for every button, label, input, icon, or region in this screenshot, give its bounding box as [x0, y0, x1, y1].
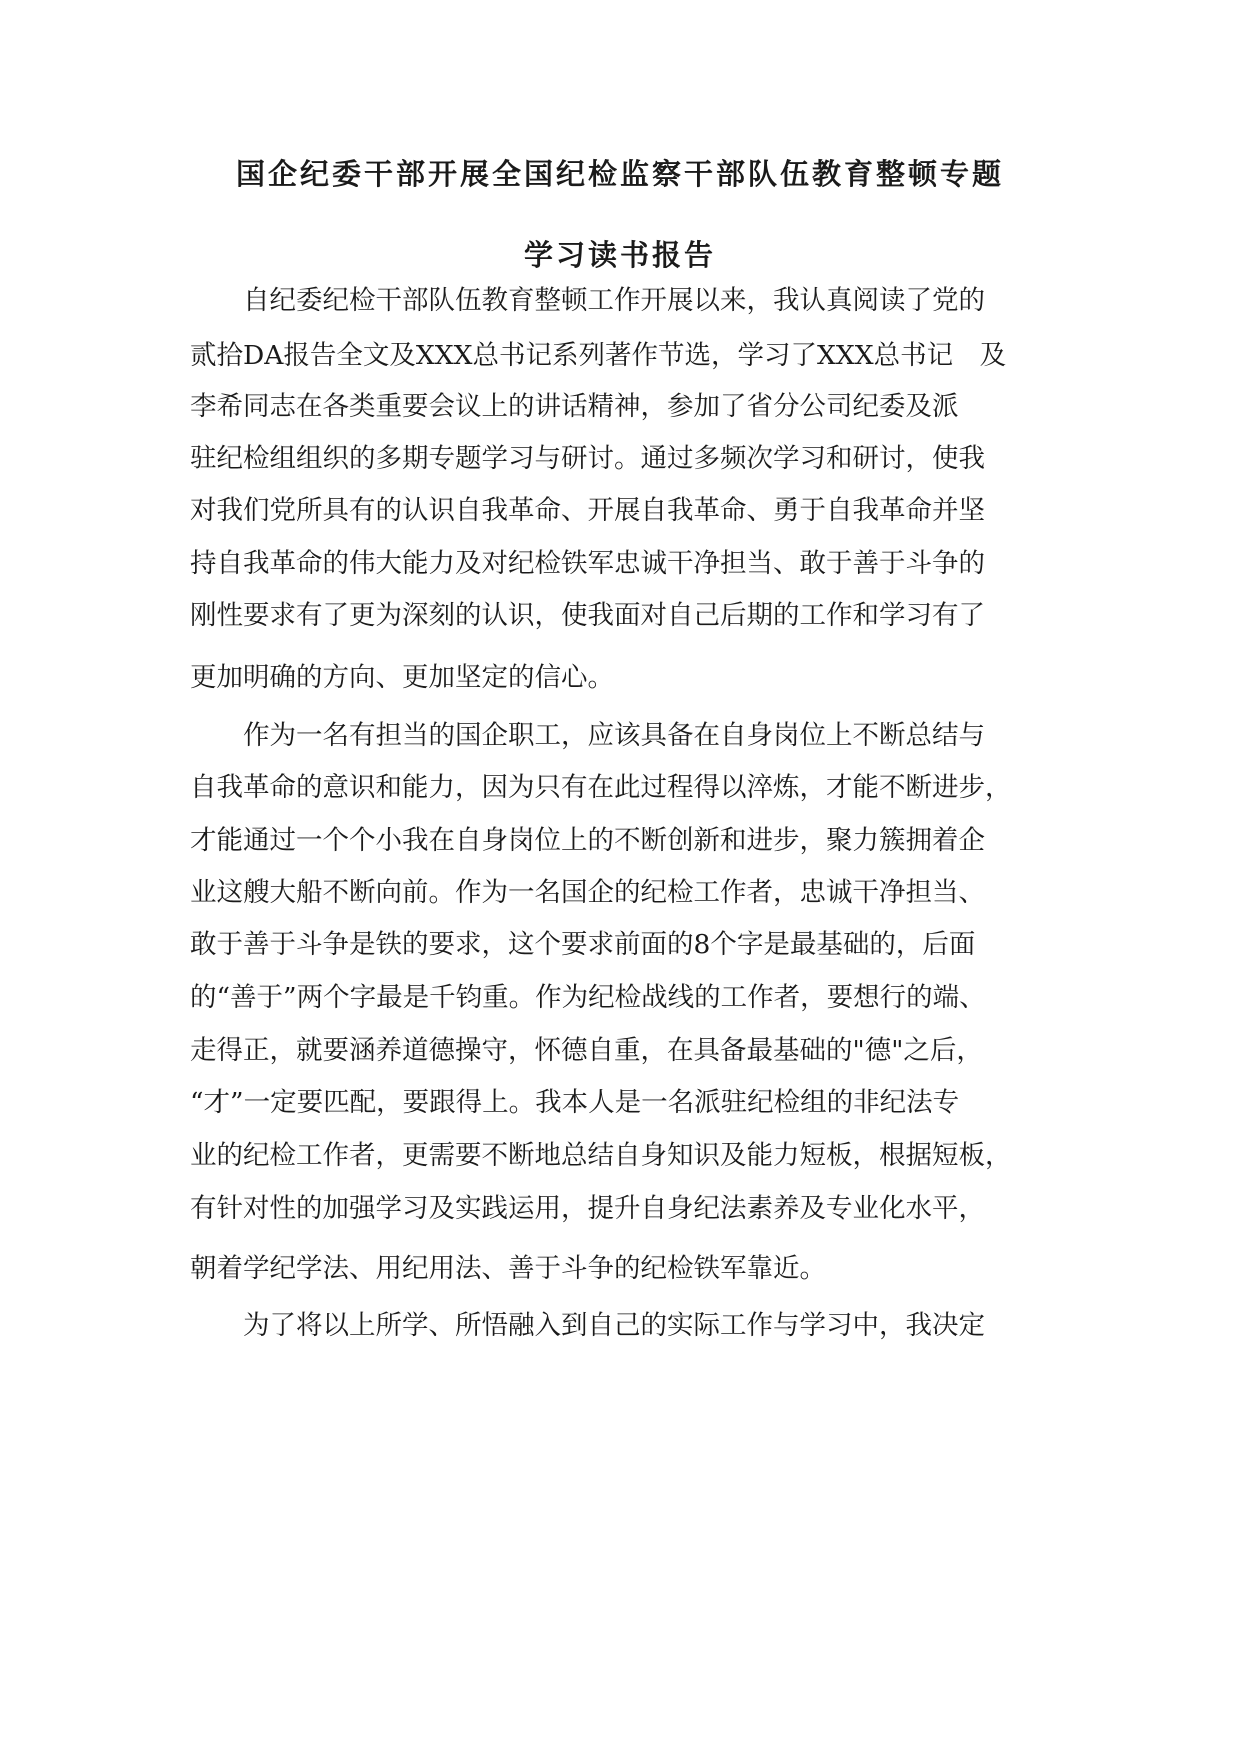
- body-line: 对我们党所具有的认识自我革命、开展自我革命、勇于自我革命并坚: [190, 495, 985, 526]
- body-line: 李希同志在各类重要会议上的讲话精神，参加了省分公司纪委及派: [190, 391, 959, 422]
- body-line: 敢于善于斗争是铁的要求，这个要求前面的8个字是最基础的，后面: [190, 929, 976, 960]
- body-line: 朝着学纪学法、用纪用法、善于斗争的纪检铁军靠近。: [190, 1253, 826, 1284]
- body-line: 走得正，就要涵养道德操守，怀德自重，在具备最基础的"德"之后，: [190, 1035, 983, 1066]
- body-line: 有针对性的加强学习及实践运用，提升自身纪法素养及专业化水平，: [190, 1193, 985, 1224]
- body-line: 自我革命的意识和能力，因为只有在此过程得以淬炼，才能不断进步，: [190, 772, 1012, 803]
- body-line: 业的纪检工作者，更需要不断地总结自身知识及能力短板，根据短板，: [190, 1140, 1012, 1171]
- body-line: “才”一定要匹配，要跟得上。我本人是一名派驻纪检组的非纪法专: [190, 1087, 960, 1118]
- document-title-line1: 国企纪委干部开展全国纪检监察干部队伍教育整顿专题: [235, 157, 1004, 191]
- body-line: 自纪委纪检干部队伍教育整顿工作开展以来，我认真阅读了党的: [190, 285, 985, 316]
- body-line: 作为一名有担当的国企职工，应该具备在自身岗位上不断总结与: [190, 720, 985, 751]
- body-line: 的“善于”两个字最是千钧重。作为纪检战线的工作者，要想行的端、: [190, 982, 986, 1013]
- document-title-line2: 学习读书报告: [523, 238, 716, 272]
- body-line: 更加明确的方向、更加坚定的信心。: [190, 662, 614, 693]
- body-line: 业这艘大船不断向前。作为一名国企的纪检工作者，忠诚干净担当、: [190, 877, 985, 908]
- body-line: 才能通过一个个小我在自身岗位上的不断创新和进步，聚力簇拥着企: [190, 825, 985, 856]
- body-line: 驻纪检组组织的多期专题学习与研讨。通过多频次学习和研讨，使我: [190, 443, 985, 474]
- body-line: 刚性要求有了更为深刻的认识，使我面对自己后期的工作和学习有了: [190, 600, 985, 631]
- body-line: 为了将以上所学、所悟融入到自己的实际工作与学习中，我决定: [190, 1310, 985, 1341]
- body-line: 贰拾DA报告全文及XXX总书记系列著作节选，学习了XXX总书记 及: [190, 340, 1007, 371]
- body-line: 持自我革命的伟大能力及对纪检铁军忠诚干净担当、敢于善于斗争的: [190, 548, 985, 579]
